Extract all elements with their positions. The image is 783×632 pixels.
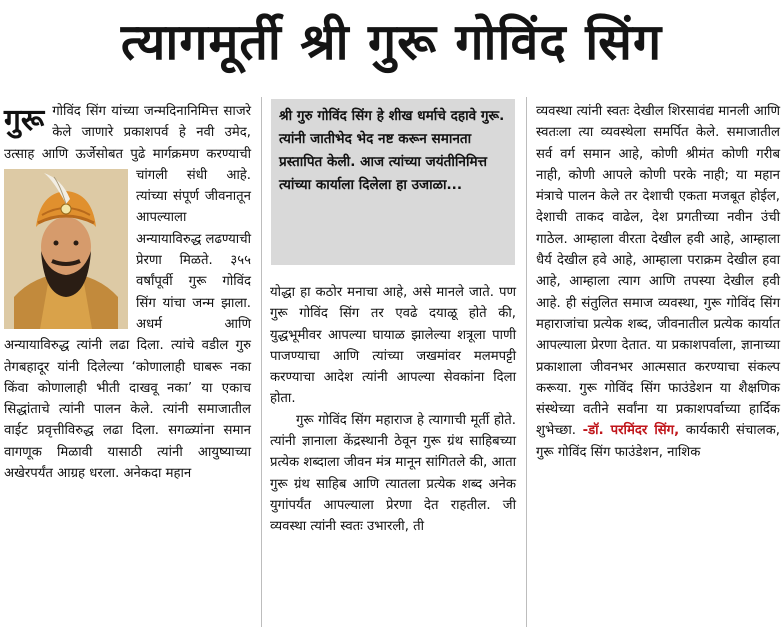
column-divider: [526, 97, 527, 627]
column-1: [4, 101, 251, 484]
col3-text: व्यवस्था त्यांनी स्वतः देखील शिरसावंद्य मानली आणि स्वतःला त्या व्यवस्थेला समर्पित केले. समाजातील सर्व वर्ग समान आहे, कोणी श्रीमंत कोणी गरीब नाही, कोणी आपले कोणी परके नाही; या महान मंत्राचे पालन केले तर देशाची एकता मजबूत होईल, देशाची ताकद वाढेल, देश प्रगतीच्या नवीन उंची गाठेल. आम्हाला वीरता देखील हवी आहे, आम्हाला धैर्य देखील हवे आहे, आम्हाला पराक्रम देखील हवा आहे, आम्हाला त्याग आणि तपस्या देखील हवी आहे. ही संतुलित समाज व्यवस्था, गुरू गोविंद सिंग महाराजांचा प्रत्येक शब्द, जीवनातील प्रत्येक कार्यात आपल्याला प्रेरणा देतात. या प्रकाशपर्वाला, ज्ञानाच्या प्रकाशाला जीवनभर आत्मसात करण्याचा संकल्प करूया. गुरू गोविंद सिंग फाउंडेशन या शैक्षणिक संस्थेच्या वतीने सर्वांना या प्रकाशपर्वाच्या हार्दिक शुभेच्छा.: [536, 104, 780, 439]
paragraph: योद्धा हा कठोर मनाचा आहे, असे मानले जाते. पण गुरू गोविंद सिंग तर एवढे दयाळू होते की, युद्धभूमीवर आपल्या घायाळ झालेल्या शत्रूला पाणी पाजण्याचा आणि त्यांच्या जखमांवर मलमपट्टी करण्याचा आदेश त्यांनी आपल्या सेवकांना दिला होता.: [270, 285, 516, 407]
column-2: [270, 282, 516, 538]
portrait-illustration: [4, 169, 128, 329]
col1-text-a: गोविंद सिंग यांच्या जन्मदिनानिमित्त साजरे केले जाणारे प्रकाशपर्व हे नवी उमेद, उत्साह आणि ऊर्जेसोबत पुढे मार्गक्रमण करण्याची: [4, 104, 251, 162]
dropcap: गुरू: [4, 103, 45, 138]
pull-quote: श्री गुरु गोविंद सिंग हे शीख धर्माचे दहावे गुरू. त्यांनी जातीभेद भेद नष्ट करून समानता प्रस्तापित केली. आज त्यांच्या जयंतीनिमित्त त्यांच्या कार्याला दिलेला हा उजाळा...: [271, 99, 515, 265]
portrait-image: [4, 169, 128, 329]
headline: त्यागमूर्ती श्री गुरू गोविंद सिंग: [120, 13, 663, 71]
paragraph: [536, 101, 780, 463]
signature-role: कार्यकारी संचालक, गुरू गोविंद सिंग फाउंडेशन, नाशिक: [536, 423, 780, 460]
col1-text-b: चांगली संधी आहे. त्यांच्या संपूर्ण जीवनातून आपल्याला अन्यायाविरुद्ध लढण्याची प्रेरणा मिळते. ३५५ वर्षांपूर्वी गुरू गोविंद सिंग यांचा जन्म झाला. अधर्म आणि अन्यायाविरुद्ध त्यांनी लढा दिला. त्यांचे वडील गुरु तेगबहादूर यांनी दिलेल्या ‘कोणालाही घाबरू नका किंवा कोणालाही भीती दाखवू नका’ या एकाच सिद्धांताचे त्यांनी पालन केले. त्यांनी समाजातील वाईट प्रवृत्तीविरुद्ध लढा दिला. सगळ्यांना समान वागणूक मिळावी यासाठी त्यांनी आयुष्याच्या अखेरपर्यंत आग्रह धरला. अनेकदा महान: [4, 167, 251, 482]
paragraph: गुरू गोविंद सिंग महाराज हे त्यागाची मूर्ती होते. त्यांनी ज्ञानाला केंद्रस्थानी ठेवून गुरू ग्रंथ साहिबच्या प्रत्येक शब्दाला जीवन मंत्र मानून सांगितले की, आता गुरू ग्रंथ साहिब आणि त्यातला प्रत्येक शब्द अनेक युगांपर्यंत आपल्याला प्रेरणा देत राहतील. जी व्यवस्था त्यांनी स्वतः उभारली, ती: [270, 412, 516, 535]
signature-name: -डॉ. परमिंदर सिंग,: [582, 423, 680, 439]
column-3: [536, 101, 780, 463]
column-divider: [261, 97, 262, 627]
